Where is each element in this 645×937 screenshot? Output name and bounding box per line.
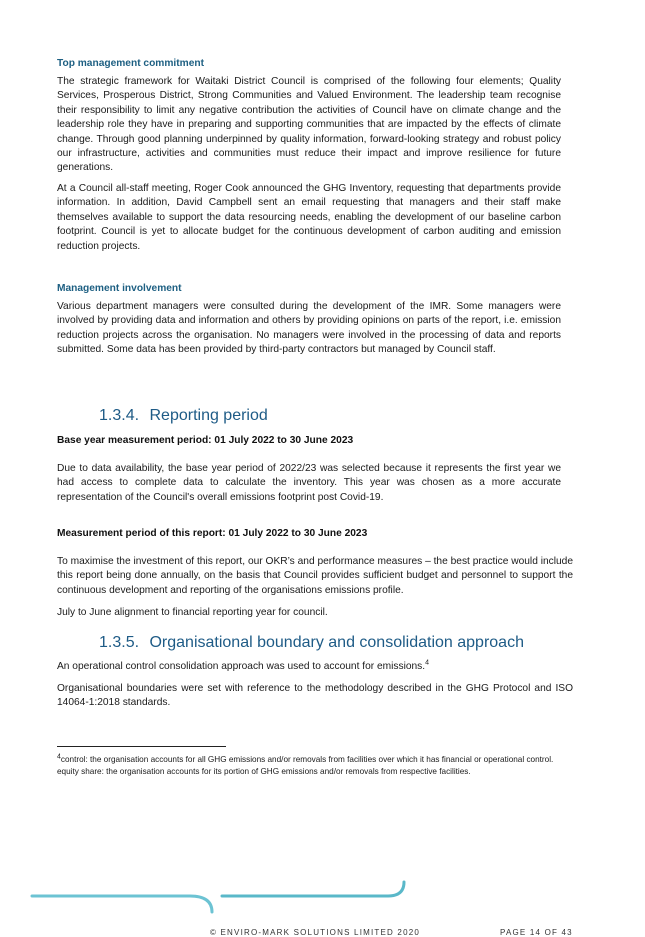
paragraph-base-year: Due to data availability, the base year period of 2022/23 was selected because it represents the first year we had access to complete data to calculate the inventory. This year was chosen as a more accurate representation of the Council's overall emissions footprint post Covid-19. [57, 463, 561, 503]
footer-page-number: PAGE 14 OF 43 [500, 928, 573, 937]
paragraph-all-staff-meeting: At a Council all-staff meeting, Roger Cook announced the GHG Inventory, requesting that departments provide information. In addition, David Campbell sent an email requesting that managers and their staff make themselves available to support the data resourcing needs, enabling the development of our baseline carbon footprint. Council is yet to allocate budget for the continuous development of carbon auditing and emission reduction projects. [57, 183, 561, 252]
paragraph-alignment: July to June alignment to financial reporting year for council. [57, 607, 328, 618]
section-title: Reporting period [149, 407, 268, 424]
paragraph-consolidation-approach [57, 660, 561, 674]
paragraph-strategic-framework: The strategic framework for Waitaki District Council is comprised of the following four elements; Quality Services, Prosperous District, Strong Communities and Valued Environment. The leadership team recognise their responsibility to limit any negative contribution the activities of Council have on climate change and the leadership role they have in preparing and supporting communities that are impacted by the effects of climate change. Through good planning underpinned by quality information, forward-looking strategy and robust policy our infrastructure, activities and communities must reduce their impact and improve resilience for future generations. [57, 76, 561, 174]
paragraph-measurement-period: To maximise the investment of this report, our OKR’s and performance measures – the best practice would include this report being done annually, on the basis that Council provides sufficient budget and personnel to support the continuous development and reporting of the organisations emissions profile. [57, 556, 573, 596]
section-heading-organisational-boundary [99, 634, 524, 652]
footer-wave-decoration [0, 870, 645, 920]
footnote-text: control: the organisation accounts for all GHG emissions and/or removals from facilities over which it has financial or operational control. equity share: the organisation accounts for its portion of GHG emissions and/or removals from respective facilities. [57, 755, 554, 776]
footer-copyright: © ENVIRO-MARK SOLUTIONS LIMITED 2020 [210, 928, 421, 937]
section-heading-reporting-period [99, 407, 268, 425]
paragraph-management-involvement: Various department managers were consulted during the development of the IMR. Some managers were involved by providing data and information and others by providing opinions on parts of the report, i.e. emission reduction projects across the organisation. No managers were involved in the processing of data and reports submitted. Some data has been provided by third-party contractors but managed by Council staff. [57, 301, 561, 356]
footnote-marker: 4 [57, 753, 61, 761]
section-title: Organisational boundary and consolidation approach [149, 634, 524, 651]
heading-management-involvement: Management involvement [57, 283, 182, 294]
paragraph-organisational-boundaries: Organisational boundaries were set with reference to the methodology described in the GHG Protocol and ISO 14064-1:2018 standards. [57, 683, 573, 709]
section-number: 1.3.4. [99, 407, 140, 424]
section-number: 1.3.5. [99, 634, 140, 651]
heading-top-management: Top management commitment [57, 58, 204, 69]
footnote [57, 754, 577, 778]
footnote-divider [57, 746, 226, 747]
footnote-reference[interactable]: 4 [425, 659, 430, 667]
consolidation-text: An operational control consolidation approach was used to account for emissions. [57, 661, 426, 672]
base-year-label: Base year measurement period: 01 July 2022 to 30 June 2023 [57, 435, 354, 446]
measurement-period-label: Measurement period of this report: 01 July 2022 to 30 June 2023 [57, 528, 368, 539]
